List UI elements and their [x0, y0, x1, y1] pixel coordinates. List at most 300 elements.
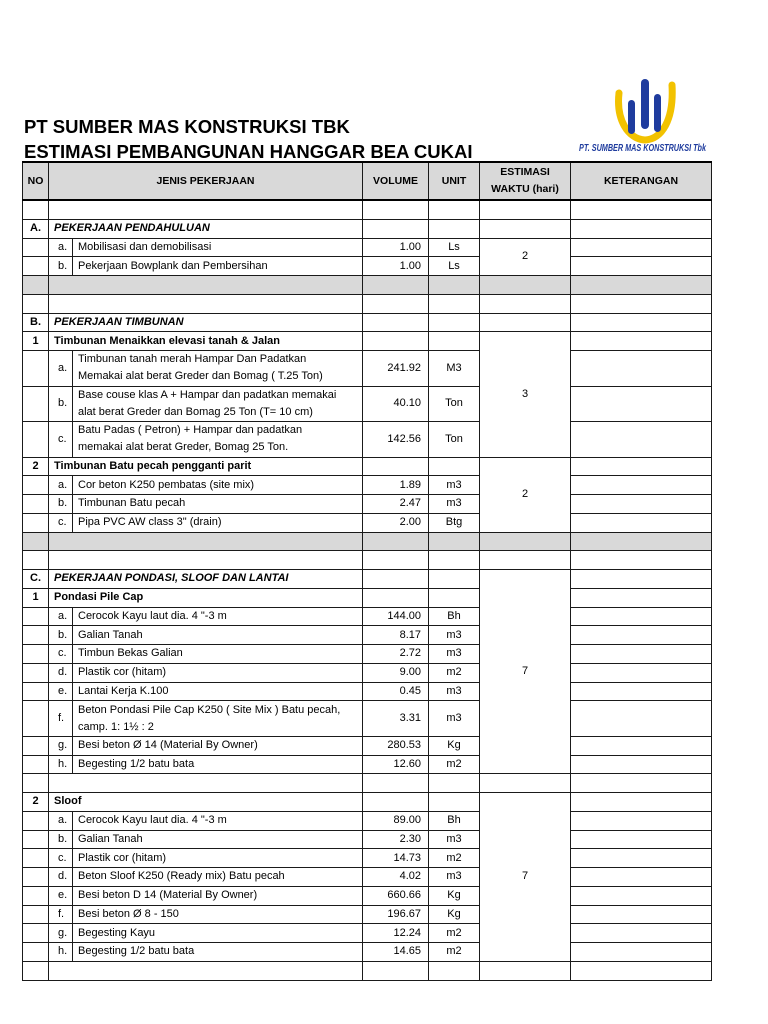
keterangan-cell	[571, 607, 712, 626]
estimate-title: ESTIMASI PEMBANGUNAN HANGGAR BEA CUKAI	[24, 141, 473, 162]
volume-cell: 14.73	[363, 849, 429, 868]
item-letter: b.	[49, 386, 73, 422]
unit-cell	[429, 532, 480, 551]
item-row	[23, 736, 712, 755]
description-line: Begesting 1/2 batu bata	[78, 757, 195, 770]
header-jenis-pekerjaan: JENIS PEKERJAAN	[49, 162, 363, 200]
item-row	[23, 386, 712, 422]
item-description	[73, 663, 363, 682]
volume-cell: 1.00	[363, 257, 429, 276]
volume-cell	[363, 793, 429, 812]
item-row	[23, 905, 712, 924]
item-description	[73, 495, 363, 514]
item-description	[73, 513, 363, 532]
estimasi-waktu-cell	[480, 551, 571, 570]
unit-cell: Kg	[429, 886, 480, 905]
no-cell	[23, 238, 49, 257]
item-letter: b.	[49, 495, 73, 514]
item-description	[73, 645, 363, 664]
empty-cell	[49, 294, 363, 313]
no-cell: 2	[23, 793, 49, 812]
company-logo	[578, 76, 708, 156]
item-description	[73, 736, 363, 755]
blank-row	[23, 294, 712, 313]
keterangan-cell	[571, 332, 712, 351]
item-letter: g.	[49, 924, 73, 943]
header-volume: VOLUME	[363, 162, 429, 200]
no-cell	[23, 351, 49, 387]
logo-blue-bar-right	[654, 94, 661, 132]
estimasi-waktu-cell: 2	[480, 457, 571, 532]
unit-cell: Ls	[429, 238, 480, 257]
description-line: Memakai alat berat Greder dan Bomag ( T.25 Ton)	[78, 370, 323, 383]
volume-cell: 196.67	[363, 905, 429, 924]
logo-blue-bar-center	[641, 79, 649, 129]
keterangan-cell	[571, 663, 712, 682]
volume-cell	[363, 588, 429, 607]
unit-cell	[429, 457, 480, 476]
keterangan-cell	[571, 774, 712, 793]
item-description	[73, 626, 363, 645]
description-line: Begesting Kayu	[78, 926, 156, 939]
table-body	[23, 200, 712, 980]
description-line: memakai alat berat Greder, Bomag 25 Ton.	[78, 441, 289, 454]
company-name: PT SUMBER MAS KONSTRUKSI TBK	[24, 116, 350, 137]
item-letter: b.	[49, 830, 73, 849]
keterangan-cell	[571, 294, 712, 313]
item-description	[73, 701, 363, 737]
item-row	[23, 351, 712, 387]
description-line: Timbun Bekas Galian	[78, 647, 183, 660]
unit-cell: M3	[429, 351, 480, 387]
keterangan-cell	[571, 905, 712, 924]
estimasi-waktu-cell	[480, 276, 571, 295]
keterangan-cell	[571, 830, 712, 849]
item-letter: h.	[49, 755, 73, 774]
volume-cell: 0.45	[363, 682, 429, 701]
item-description	[73, 886, 363, 905]
description-line: Galian Tanah	[78, 628, 143, 641]
item-letter: g.	[49, 736, 73, 755]
volume-cell: 12.24	[363, 924, 429, 943]
description-line: Lantai Kerja K.100	[78, 684, 169, 697]
item-letter: d.	[49, 868, 73, 887]
item-letter: c.	[49, 422, 73, 458]
unit-cell: m2	[429, 849, 480, 868]
no-cell	[23, 961, 49, 980]
section-title: PEKERJAAN PONDASI, SLOOF DAN LANTAI	[49, 570, 363, 589]
no-cell	[23, 849, 49, 868]
unit-cell	[429, 961, 480, 980]
item-description	[73, 476, 363, 495]
no-cell	[23, 551, 49, 570]
document-title	[24, 114, 472, 164]
unit-cell: m3	[429, 645, 480, 664]
volume-cell: 89.00	[363, 811, 429, 830]
keterangan-cell	[571, 200, 712, 219]
description-line: Beton Pondasi Pile Cap K250 ( Site Mix ) Batu pecah,	[78, 703, 341, 716]
no-cell: 1	[23, 588, 49, 607]
blank-row	[23, 551, 712, 570]
keterangan-cell	[571, 457, 712, 476]
item-letter: f.	[49, 905, 73, 924]
item-row	[23, 607, 712, 626]
keterangan-cell	[571, 811, 712, 830]
unit-cell	[429, 276, 480, 295]
keterangan-cell	[571, 755, 712, 774]
no-cell	[23, 943, 49, 962]
no-cell: B.	[23, 313, 49, 332]
unit-cell: m2	[429, 924, 480, 943]
volume-cell	[363, 532, 429, 551]
item-description	[73, 422, 363, 458]
no-cell	[23, 736, 49, 755]
no-cell	[23, 924, 49, 943]
item-description	[73, 238, 363, 257]
item-letter: a.	[49, 476, 73, 495]
no-cell	[23, 626, 49, 645]
no-cell	[23, 422, 49, 458]
item-letter: a.	[49, 811, 73, 830]
no-cell	[23, 200, 49, 219]
unit-cell: Ton	[429, 386, 480, 422]
description-line: Beton Sloof K250 (Ready mix) Batu pecah	[78, 870, 285, 883]
unit-cell: m3	[429, 868, 480, 887]
subsection-row	[23, 793, 712, 812]
unit-cell	[429, 551, 480, 570]
item-description	[73, 924, 363, 943]
unit-cell	[429, 200, 480, 219]
item-letter: f.	[49, 701, 73, 737]
unit-cell: m2	[429, 943, 480, 962]
item-row	[23, 495, 712, 514]
estimasi-waktu-cell: 7	[480, 793, 571, 962]
no-cell	[23, 905, 49, 924]
unit-cell: Bh	[429, 811, 480, 830]
empty-cell	[49, 200, 363, 219]
header-estimasi-line2: WAKTU (hari)	[491, 183, 559, 195]
subsection-title: Timbunan Menaikkan elevasi tanah & Jalan	[49, 332, 363, 351]
description-line: Timbunan tanah merah Hampar Dan Padatkan	[78, 353, 307, 366]
item-letter: b.	[49, 626, 73, 645]
description-line: Besi beton D 14 (Material By Owner)	[78, 889, 258, 902]
no-cell	[23, 830, 49, 849]
keterangan-cell	[571, 422, 712, 458]
item-letter: a.	[49, 238, 73, 257]
item-description	[73, 830, 363, 849]
no-cell	[23, 663, 49, 682]
no-cell	[23, 476, 49, 495]
section-row	[23, 570, 712, 589]
keterangan-cell	[571, 682, 712, 701]
estimate-table	[22, 161, 712, 981]
volume-cell	[363, 294, 429, 313]
unit-cell	[429, 774, 480, 793]
keterangan-cell	[571, 257, 712, 276]
unit-cell: m3	[429, 495, 480, 514]
no-cell: A.	[23, 219, 49, 238]
section-title: PEKERJAAN PENDAHULUAN	[49, 219, 363, 238]
no-cell: 1	[23, 332, 49, 351]
item-letter: a.	[49, 607, 73, 626]
item-letter: a.	[49, 351, 73, 387]
unit-cell: Kg	[429, 736, 480, 755]
description-line: Begesting 1/2 batu bata	[78, 945, 195, 958]
empty-cell	[49, 961, 363, 980]
description-line: Base couse klas A + Hampar dan padatkan memakai	[78, 388, 337, 401]
item-description	[73, 257, 363, 276]
volume-cell	[363, 551, 429, 570]
blank-row	[23, 961, 712, 980]
item-row	[23, 755, 712, 774]
no-cell	[23, 532, 49, 551]
description-line: Besi beton Ø 8 - 150	[78, 907, 179, 920]
volume-cell	[363, 200, 429, 219]
no-cell	[23, 774, 49, 793]
item-letter: c.	[49, 849, 73, 868]
item-row	[23, 701, 712, 737]
volume-cell: 280.53	[363, 736, 429, 755]
no-cell	[23, 755, 49, 774]
volume-cell	[363, 961, 429, 980]
subsection-title: Timbunan Batu pecah pengganti parit	[49, 457, 363, 476]
no-cell	[23, 495, 49, 514]
item-description	[73, 351, 363, 387]
keterangan-cell	[571, 588, 712, 607]
volume-cell	[363, 332, 429, 351]
no-cell: 2	[23, 457, 49, 476]
no-cell	[23, 294, 49, 313]
keterangan-cell	[571, 276, 712, 295]
item-letter: e.	[49, 886, 73, 905]
subsection-row	[23, 588, 712, 607]
unit-cell: Btg	[429, 513, 480, 532]
description-line: alat berat Greder dan Bomag 25 Ton (T= 10 cm)	[78, 405, 313, 418]
item-row	[23, 626, 712, 645]
estimasi-waktu-cell: 7	[480, 570, 571, 774]
header-estimasi-line1: ESTIMASI	[500, 166, 550, 178]
no-cell	[23, 513, 49, 532]
keterangan-cell	[571, 961, 712, 980]
item-row	[23, 924, 712, 943]
logo-text: PT. SUMBER MAS KONSTRUKSI Tbk	[579, 143, 707, 154]
item-letter: e.	[49, 682, 73, 701]
no-cell	[23, 811, 49, 830]
keterangan-cell	[571, 313, 712, 332]
volume-cell	[363, 774, 429, 793]
description-line: Pipa PVC AW class 3" (drain)	[78, 516, 222, 529]
header-keterangan: KETERANGAN	[571, 162, 712, 200]
unit-cell	[429, 793, 480, 812]
estimasi-waktu-cell	[480, 200, 571, 219]
volume-cell	[363, 457, 429, 476]
no-cell	[23, 276, 49, 295]
description-line: Cerocok Kayu laut dia. 4 "-3 m	[78, 814, 227, 827]
volume-cell: 8.17	[363, 626, 429, 645]
table-header-row	[23, 162, 712, 200]
unit-cell	[429, 332, 480, 351]
blank-row	[23, 774, 712, 793]
description-line: Batu Padas ( Petron) + Hampar dan padatkan	[78, 424, 303, 437]
item-row	[23, 645, 712, 664]
keterangan-cell	[571, 924, 712, 943]
item-row	[23, 257, 712, 276]
no-cell	[23, 607, 49, 626]
item-row	[23, 422, 712, 458]
empty-cell	[49, 774, 363, 793]
volume-cell: 2.30	[363, 830, 429, 849]
item-row	[23, 830, 712, 849]
description-line: Cerocok Kayu laut dia. 4 "-3 m	[78, 609, 227, 622]
item-description	[73, 607, 363, 626]
keterangan-cell	[571, 351, 712, 387]
unit-cell: Ton	[429, 422, 480, 458]
description-line: Galian Tanah	[78, 832, 143, 845]
empty-cell	[49, 276, 363, 295]
volume-cell: 241.92	[363, 351, 429, 387]
keterangan-cell	[571, 476, 712, 495]
keterangan-cell	[571, 238, 712, 257]
volume-cell: 9.00	[363, 663, 429, 682]
logo-blue-bar-left	[628, 100, 635, 134]
description-line: Plastik cor (hitam)	[78, 666, 167, 679]
description-line: Cor beton K250 pembatas (site mix)	[78, 478, 255, 491]
item-description	[73, 755, 363, 774]
no-cell	[23, 868, 49, 887]
no-cell	[23, 645, 49, 664]
item-row	[23, 238, 712, 257]
keterangan-cell	[571, 886, 712, 905]
volume-cell: 1.00	[363, 238, 429, 257]
unit-cell: Bh	[429, 607, 480, 626]
unit-cell: m3	[429, 682, 480, 701]
unit-cell: m3	[429, 830, 480, 849]
no-cell	[23, 886, 49, 905]
header-no: NO	[23, 162, 49, 200]
description-line: Plastik cor (hitam)	[78, 851, 167, 864]
item-description	[73, 811, 363, 830]
estimasi-waktu-cell: 2	[480, 238, 571, 276]
description-line: camp. 1: 1½ : 2	[78, 720, 154, 733]
estimasi-waktu-cell: 3	[480, 332, 571, 457]
volume-cell: 12.60	[363, 755, 429, 774]
volume-cell	[363, 570, 429, 589]
item-description	[73, 682, 363, 701]
keterangan-cell	[571, 943, 712, 962]
subsection-title: Sloof	[49, 793, 363, 812]
item-letter: b.	[49, 257, 73, 276]
volume-cell: 2.00	[363, 513, 429, 532]
volume-cell	[363, 313, 429, 332]
no-cell: C.	[23, 570, 49, 589]
subsection-title: Pondasi Pile Cap	[49, 588, 363, 607]
item-description	[73, 868, 363, 887]
item-row	[23, 513, 712, 532]
item-row	[23, 682, 712, 701]
unit-cell	[429, 570, 480, 589]
empty-cell	[49, 532, 363, 551]
volume-cell: 660.66	[363, 886, 429, 905]
unit-cell: m3	[429, 701, 480, 737]
estimasi-waktu-cell	[480, 961, 571, 980]
keterangan-cell	[571, 513, 712, 532]
shaded-separator-row	[23, 276, 712, 295]
empty-cell	[49, 551, 363, 570]
subsection-row	[23, 457, 712, 476]
item-letter: c.	[49, 645, 73, 664]
no-cell	[23, 682, 49, 701]
keterangan-cell	[571, 386, 712, 422]
unit-cell	[429, 588, 480, 607]
keterangan-cell	[571, 701, 712, 737]
keterangan-cell	[571, 626, 712, 645]
keterangan-cell	[571, 849, 712, 868]
item-letter: d.	[49, 663, 73, 682]
keterangan-cell	[571, 868, 712, 887]
unit-cell: m2	[429, 755, 480, 774]
section-row	[23, 219, 712, 238]
description-line: Timbunan Batu pecah	[78, 497, 186, 510]
item-row	[23, 886, 712, 905]
item-description	[73, 849, 363, 868]
keterangan-cell	[571, 645, 712, 664]
section-title: PEKERJAAN TIMBUNAN	[49, 313, 363, 332]
unit-cell: Kg	[429, 905, 480, 924]
item-letter: c.	[49, 513, 73, 532]
no-cell	[23, 257, 49, 276]
estimasi-waktu-cell	[480, 219, 571, 238]
item-row	[23, 849, 712, 868]
description-line: Pekerjaan Bowplank dan Pembersihan	[78, 259, 268, 272]
unit-cell: m3	[429, 626, 480, 645]
item-letter: h.	[49, 943, 73, 962]
unit-cell	[429, 313, 480, 332]
item-description	[73, 905, 363, 924]
item-description	[73, 943, 363, 962]
item-row	[23, 811, 712, 830]
volume-cell: 142.56	[363, 422, 429, 458]
keterangan-cell	[571, 532, 712, 551]
keterangan-cell	[571, 793, 712, 812]
keterangan-cell	[571, 551, 712, 570]
volume-cell: 2.47	[363, 495, 429, 514]
estimasi-waktu-cell	[480, 774, 571, 793]
item-row	[23, 476, 712, 495]
volume-cell	[363, 219, 429, 238]
unit-cell: m2	[429, 663, 480, 682]
section-row	[23, 313, 712, 332]
blank-row	[23, 200, 712, 219]
estimasi-waktu-cell	[480, 532, 571, 551]
keterangan-cell	[571, 570, 712, 589]
unit-cell	[429, 294, 480, 313]
unit-cell	[429, 219, 480, 238]
no-cell	[23, 701, 49, 737]
keterangan-cell	[571, 495, 712, 514]
description-line: Besi beton Ø 14 (Material By Owner)	[78, 739, 258, 752]
volume-cell: 14.65	[363, 943, 429, 962]
header-unit: UNIT	[429, 162, 480, 200]
volume-cell	[363, 276, 429, 295]
volume-cell: 144.00	[363, 607, 429, 626]
unit-cell: m3	[429, 476, 480, 495]
keterangan-cell	[571, 736, 712, 755]
item-row	[23, 943, 712, 962]
volume-cell: 40.10	[363, 386, 429, 422]
shaded-separator-row	[23, 532, 712, 551]
description-line: Mobilisasi dan demobilisasi	[78, 240, 212, 253]
item-description	[73, 386, 363, 422]
